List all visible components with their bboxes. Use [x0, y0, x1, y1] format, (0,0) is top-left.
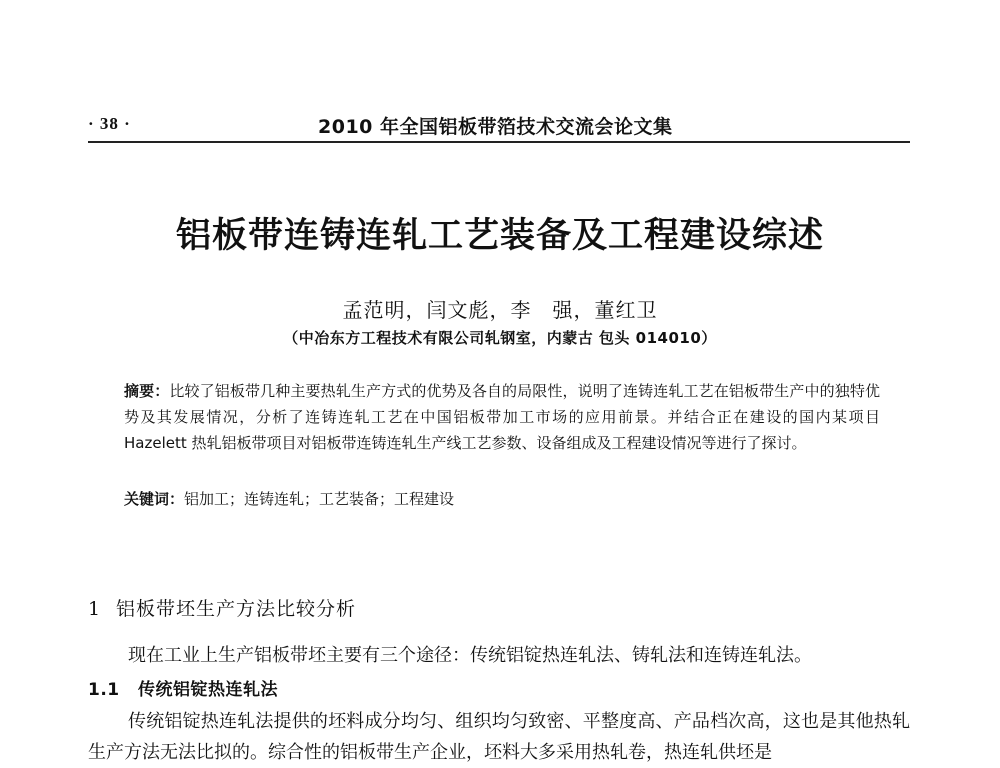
subsection-number: 1.1 — [88, 680, 120, 700]
running-header — [88, 112, 910, 142]
section-title: 铝板带坯生产方法比较分析 — [116, 598, 357, 620]
subsection-heading — [88, 675, 278, 700]
header-divider — [88, 141, 910, 143]
journal-title: 2010 年全国铝板带箔技术交流会论文集 — [318, 116, 673, 138]
author-list: 孟范明，闫文彪，李 强，董红卫 — [342, 298, 658, 322]
abstract-label: 摘要： — [124, 382, 170, 400]
section-number: 1 — [88, 598, 102, 620]
body-paragraph: 现在工业上生产铝板带坯主要有三个途径：传统铝锭热连轧法、铸轧法和连铸连轧法。 — [128, 645, 812, 666]
paper-title: 铝板带连铸连轧工艺装备及工程建设综述 — [175, 215, 824, 256]
abstract — [124, 378, 880, 456]
subsection-title: 传统铝锭热连轧法 — [138, 680, 278, 700]
keywords-label: 关键词： — [124, 490, 185, 508]
abstract-text: 比较了铝板带几种主要热轧生产方式的优势及各自的局限性，说明了连铸连轧工艺在铝板带生产中的独特优势及其发展情况，分析了连铸连轧工艺在中国铝板带加工市场的应用前景。并结合正在建设的国内某项目 Hazelett 热轧铝板带项目对铝板带连铸连轧生产线工艺参数、设备组成及工程建设情况等进行了探讨。 — [124, 382, 880, 452]
keywords — [124, 486, 880, 512]
page-number: · 38 · — [88, 114, 131, 133]
keywords-text: 铝加工；连铸连轧；工艺装备；工程建设 — [184, 490, 455, 508]
affiliation: （中冶东方工程技术有限公司轧钢室，内蒙古 包头 014010） — [283, 329, 717, 347]
body-paragraph: 传统铝锭热连轧法提供的坯料成分均匀、组织均匀致密、平整度高、产品档次高，这也是其他热轧生产方法无法比拟的。综合性的铝板带生产企业，坯料大多采用热轧卷，热连轧供坯是 — [88, 711, 910, 763]
section-heading — [88, 594, 356, 621]
